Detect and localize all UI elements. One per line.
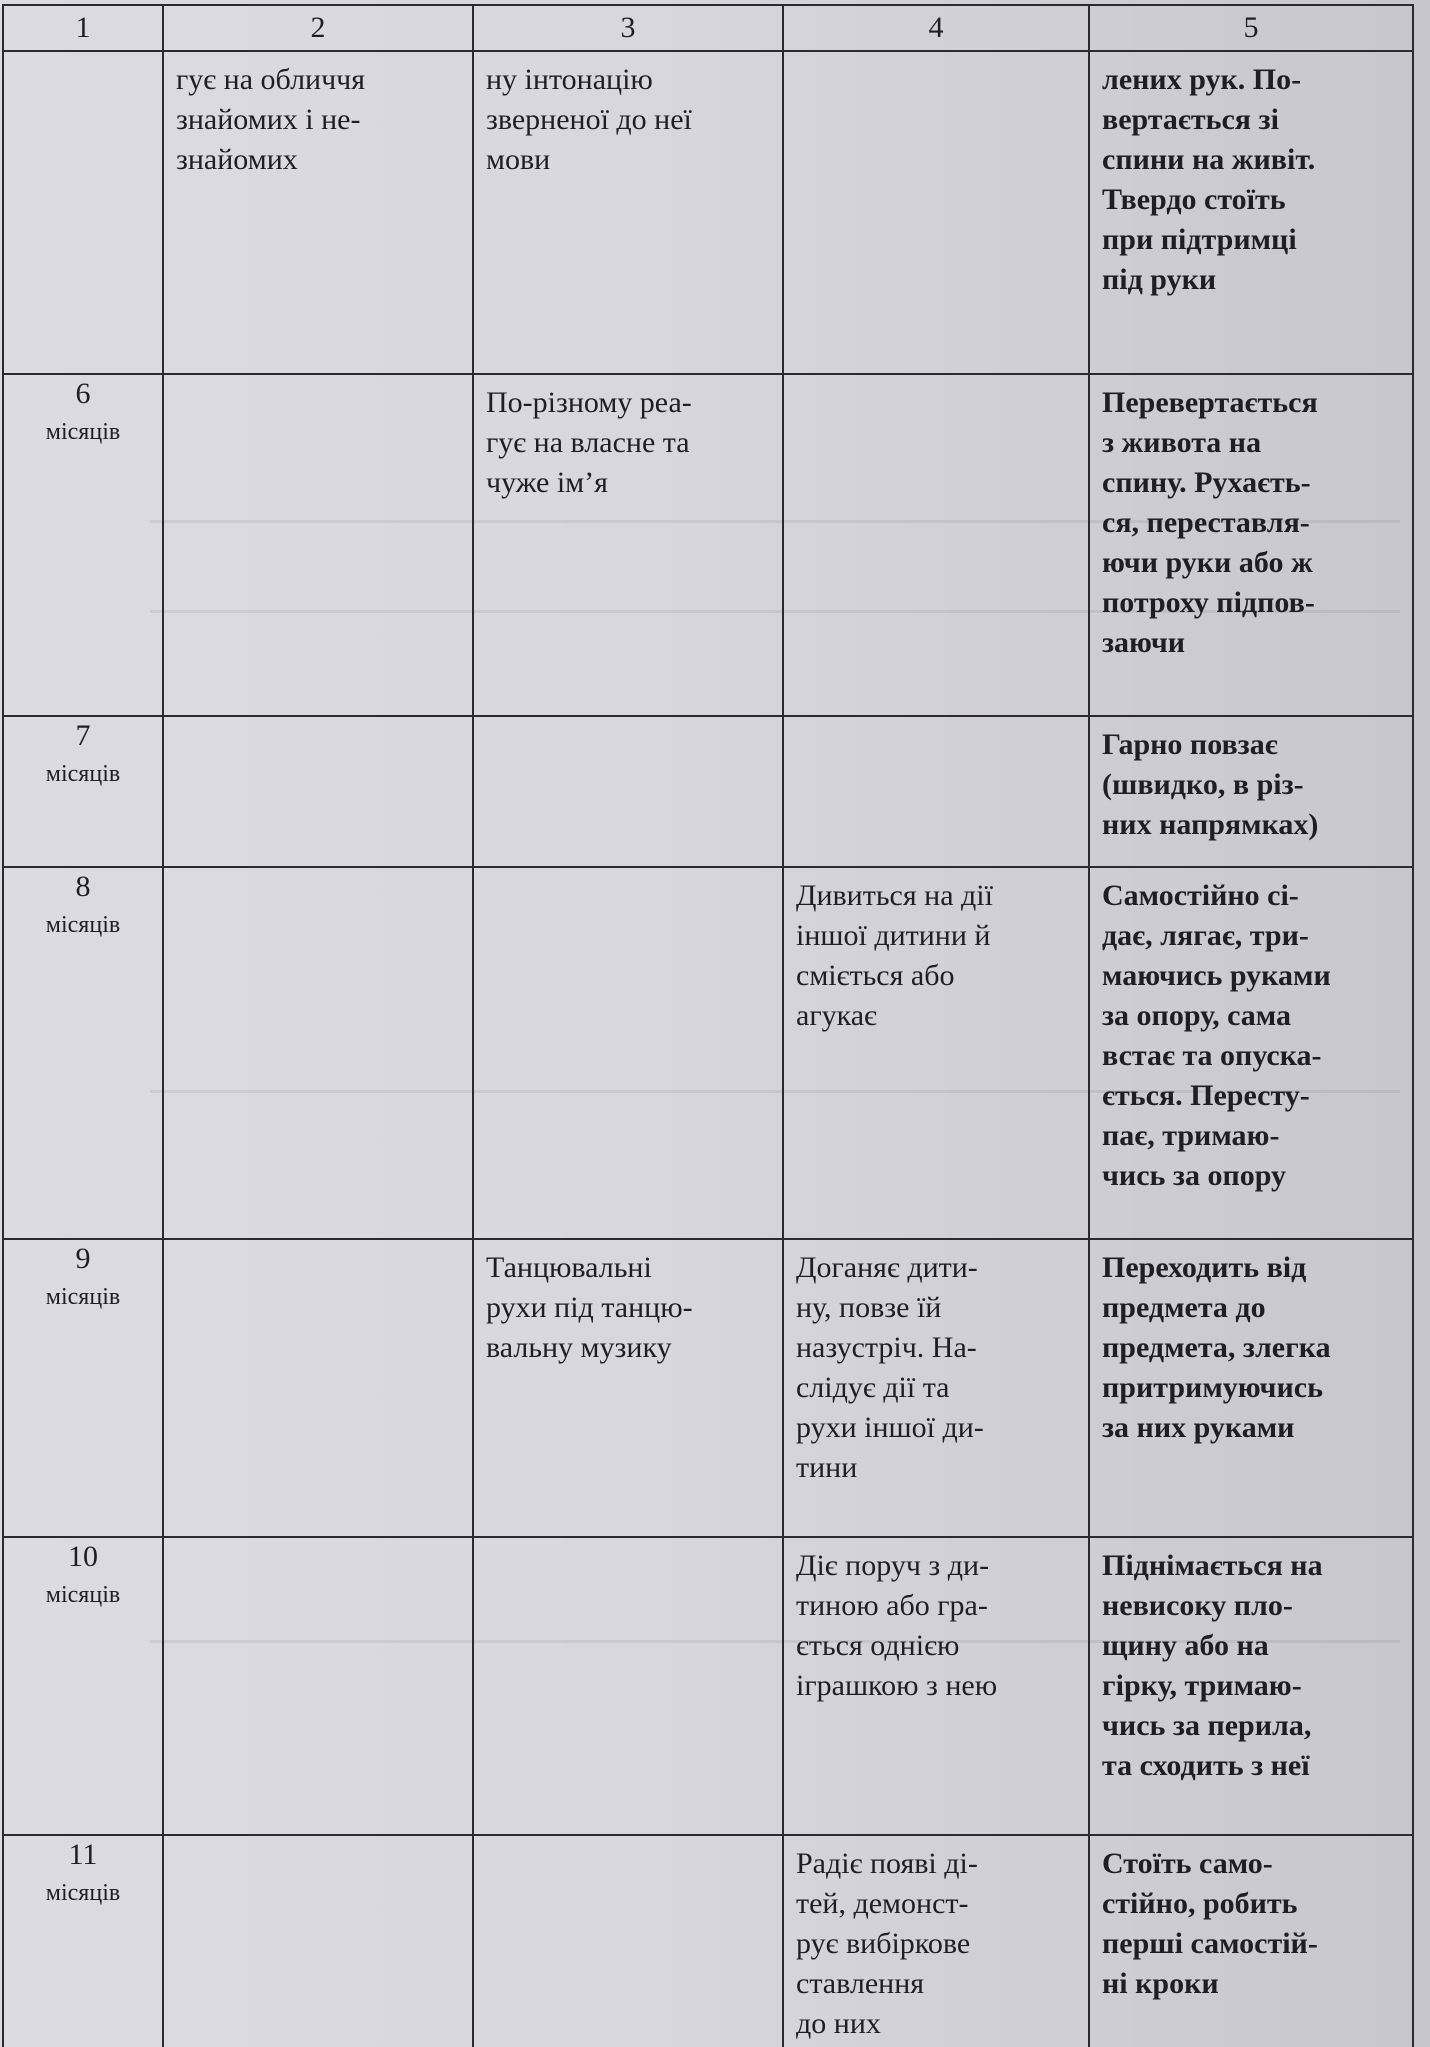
cell-text-line: агукає xyxy=(796,999,877,1032)
age-unit: місяців xyxy=(45,912,121,938)
cell-text-line: гірку, тримаю- xyxy=(1102,1669,1302,1702)
cell-c2 xyxy=(163,374,473,716)
cell-text-line: гує на обличчя xyxy=(176,63,366,96)
cell-text-line: знайомих xyxy=(176,143,298,176)
column-number-2: 2 xyxy=(163,5,473,51)
cell-text-line: перші самостій- xyxy=(1102,1927,1318,1960)
cell-c4 xyxy=(783,1835,1089,2047)
cell-text-line: пає, тримаю- xyxy=(1102,1119,1280,1152)
cell-text-line: щину або на xyxy=(1102,1629,1269,1662)
cell-text xyxy=(474,52,782,180)
cell-text-line: маючись руками xyxy=(1102,959,1331,992)
cell-c5 xyxy=(1089,1537,1413,1835)
cell-text-line: Дивиться на дії xyxy=(796,879,993,912)
cell-text-line: тини xyxy=(796,1451,858,1484)
cell-text-line: та сходить з неї xyxy=(1102,1749,1310,1782)
cell-text-line: встає та опуска- xyxy=(1102,1039,1322,1072)
cell-text-line: ні кроки xyxy=(1102,1967,1219,2000)
cell-text xyxy=(784,1836,1088,2044)
table-row xyxy=(3,1239,1413,1537)
age-unit: місяців xyxy=(45,761,121,787)
age-cell xyxy=(3,716,163,867)
cell-text xyxy=(784,1538,1088,1706)
cell-text-line: чись за опору xyxy=(1102,1159,1287,1192)
cell-text-line: ну інтонацію xyxy=(486,63,653,96)
cell-text-line: Твердо стоїть xyxy=(1102,183,1286,216)
cell-text-line: Самостійно сі- xyxy=(1102,879,1299,912)
age-cell xyxy=(3,867,163,1239)
cell-text-line: заючи xyxy=(1102,626,1186,659)
cell-text-line: предмета, злегка xyxy=(1102,1331,1331,1364)
age-unit: місяців xyxy=(45,419,121,445)
cell-text-line: спини на живіт. xyxy=(1102,143,1316,176)
header-row xyxy=(3,5,1413,51)
cell-text-line: з живота на xyxy=(1102,426,1262,459)
cell-c2 xyxy=(163,1835,473,2047)
cell-text-line: рує вибіркове xyxy=(796,1927,971,1960)
cell-c3 xyxy=(473,716,783,867)
age-number: 8 xyxy=(75,870,91,903)
cell-text-line: за них руками xyxy=(1102,1411,1295,1444)
age-unit: місяців xyxy=(45,1284,121,1310)
cell-text-line: ється однією xyxy=(796,1629,960,1662)
cell-text-line: лених рук. По- xyxy=(1102,63,1302,96)
cell-text-line: мови xyxy=(486,143,551,176)
column-number-3: 3 xyxy=(473,5,783,51)
cell-text-line: рухи під танцю- xyxy=(486,1291,693,1324)
cell-text-line: Діє поруч з ди- xyxy=(796,1549,990,1582)
cell-text-line: слідує дії та xyxy=(796,1371,950,1404)
development-table xyxy=(2,4,1414,2047)
cell-text-line: потроху підпов- xyxy=(1102,586,1315,619)
age-cell xyxy=(3,1537,163,1835)
age-cell xyxy=(3,1835,163,2047)
cell-c3 xyxy=(473,1239,783,1537)
cell-c5 xyxy=(1089,716,1413,867)
cell-c2 xyxy=(163,716,473,867)
age-cell xyxy=(3,51,163,374)
cell-text-line: вальну музику xyxy=(486,1331,672,1364)
cell-text-line: зверненої до неї xyxy=(486,103,692,136)
age-number: 9 xyxy=(75,1242,91,1275)
cell-text-line: тиною або гра- xyxy=(796,1589,988,1622)
cell-text-line: ставлення xyxy=(796,1967,925,2000)
age-cell xyxy=(3,1239,163,1537)
table-row xyxy=(3,867,1413,1239)
table-row xyxy=(3,1537,1413,1835)
cell-text-line: предмета до xyxy=(1102,1291,1266,1324)
cell-text-line: Доганяє дити- xyxy=(796,1251,978,1284)
cell-text-line: притримуючись xyxy=(1102,1371,1323,1404)
cell-text-line: стійно, робить xyxy=(1102,1887,1298,1920)
cell-text xyxy=(1090,1538,1412,1786)
cell-text xyxy=(1090,868,1412,1196)
cell-text-line: назустріч. На- xyxy=(796,1331,977,1364)
cell-c5 xyxy=(1089,374,1413,716)
cell-text-line: Гарно повзає xyxy=(1102,728,1278,761)
cell-c4 xyxy=(783,716,1089,867)
table-row xyxy=(3,51,1413,374)
cell-text-line: Стоїть само- xyxy=(1102,1847,1273,1880)
age-cell xyxy=(3,374,163,716)
age-number: 6 xyxy=(75,377,91,410)
cell-text-line: Перевертається xyxy=(1102,386,1318,419)
cell-text-line: Радіє появі ді- xyxy=(796,1847,978,1880)
cell-c5 xyxy=(1089,1835,1413,2047)
cell-text-line: дає, лягає, три- xyxy=(1102,919,1309,952)
cell-c5 xyxy=(1089,867,1413,1239)
cell-c2 xyxy=(163,867,473,1239)
cell-c5 xyxy=(1089,51,1413,374)
cell-text-line: ся, переставля- xyxy=(1102,506,1310,539)
cell-c4 xyxy=(783,1239,1089,1537)
cell-c3 xyxy=(473,51,783,374)
cell-c3 xyxy=(473,867,783,1239)
cell-text-line: знайомих і не- xyxy=(176,103,361,136)
cell-text-line: гує на власне та xyxy=(486,426,690,459)
cell-text xyxy=(1090,52,1412,300)
cell-text xyxy=(784,868,1088,1036)
table-row xyxy=(3,374,1413,716)
cell-text-line: вертається зі xyxy=(1102,103,1279,136)
cell-c2 xyxy=(163,1239,473,1537)
cell-text xyxy=(1090,1240,1412,1448)
cell-c4 xyxy=(783,374,1089,716)
cell-text-line: тей, демонст- xyxy=(796,1887,969,1920)
table-row xyxy=(3,716,1413,867)
cell-c2 xyxy=(163,1537,473,1835)
cell-c4 xyxy=(783,867,1089,1239)
cell-c3 xyxy=(473,1835,783,2047)
cell-text-line: під руки xyxy=(1102,263,1217,296)
cell-text-line: Піднімається на xyxy=(1102,1549,1323,1582)
cell-text-line: за опору, сама xyxy=(1102,999,1292,1032)
cell-text-line: чуже ім’я xyxy=(486,466,608,499)
age-number: 10 xyxy=(68,1540,98,1573)
cell-text-line: них напрямках) xyxy=(1102,808,1319,841)
cell-c4 xyxy=(783,1537,1089,1835)
cell-text xyxy=(1090,1836,1412,2004)
cell-c5 xyxy=(1089,1239,1413,1537)
cell-c3 xyxy=(473,1537,783,1835)
cell-text xyxy=(474,375,782,503)
cell-text-line: чись за перила, xyxy=(1102,1709,1312,1742)
table-row xyxy=(3,1835,1413,2047)
age-unit: місяців xyxy=(45,1582,121,1608)
cell-text xyxy=(1090,717,1412,845)
cell-c2 xyxy=(163,51,473,374)
cell-text-line: По-різному реа- xyxy=(486,386,692,419)
cell-text xyxy=(474,1240,782,1368)
cell-text-line: невисоку пло- xyxy=(1102,1589,1293,1622)
cell-text-line: спину. Рухаєть- xyxy=(1102,466,1311,499)
cell-text-line: ється. Пересту- xyxy=(1102,1079,1310,1112)
column-number-1: 1 xyxy=(3,5,163,51)
cell-text-line: ючи руки або ж xyxy=(1102,546,1313,579)
cell-text-line: при підтримці xyxy=(1102,223,1297,256)
age-number: 11 xyxy=(68,1838,98,1871)
cell-text-line: Танцювальні xyxy=(486,1251,652,1284)
cell-text-line: сміється або xyxy=(796,959,955,992)
cell-text-line: (швидко, в різ- xyxy=(1102,768,1304,801)
cell-text xyxy=(164,52,472,180)
cell-c3 xyxy=(473,374,783,716)
cell-text-line: ну, повзе їй xyxy=(796,1291,942,1324)
age-unit: місяців xyxy=(45,1880,121,1906)
age-number: 7 xyxy=(75,719,91,752)
cell-text-line: іграшкою з нею xyxy=(796,1669,998,1702)
cell-c4 xyxy=(783,51,1089,374)
column-number-4: 4 xyxy=(783,5,1089,51)
cell-text xyxy=(1090,375,1412,663)
cell-text xyxy=(784,1240,1088,1488)
cell-text-line: Переходить від xyxy=(1102,1251,1307,1284)
column-number-5: 5 xyxy=(1089,5,1413,51)
cell-text-line: іншої дитини й xyxy=(796,919,991,952)
cell-text-line: рухи іншої ди- xyxy=(796,1411,984,1444)
cell-text-line: до них xyxy=(796,2007,881,2040)
